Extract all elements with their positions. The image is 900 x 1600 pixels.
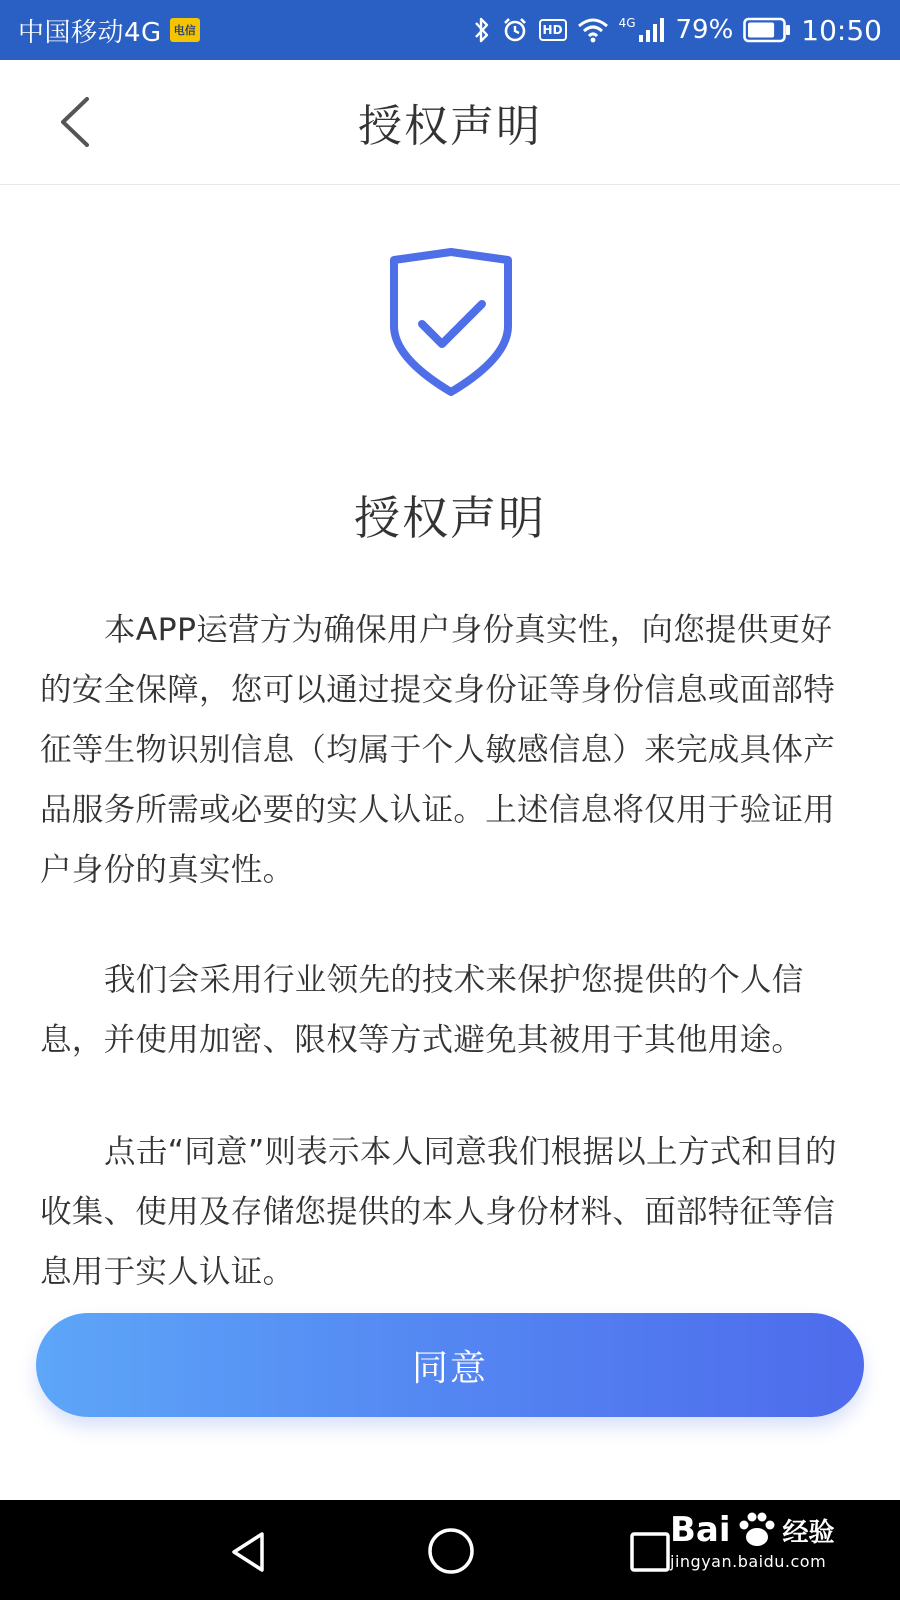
statement-paragraph-2: 我们会采用行业领先的技术来保护您提供的个人信息，并使用加密、限权等方式避免其被用于其他用途。	[40, 962, 804, 1058]
status-left	[18, 12, 200, 49]
statement-paragraph-3: 点击“同意”则表示本人同意我们根据以上方式和目的收集、使用及存储您提供的本人身份材料、面部特征等信息用于实人认证。	[40, 1134, 837, 1290]
circle-home-icon[interactable]	[426, 1526, 476, 1576]
watermark-logo	[670, 1510, 860, 1550]
alarm-icon	[501, 16, 529, 44]
shield-check-icon	[388, 248, 514, 396]
battery-icon	[743, 17, 791, 43]
watermark-brand-suffix: 经验	[782, 1517, 835, 1548]
status-bar	[0, 0, 900, 60]
square-recent-icon[interactable]	[628, 1530, 672, 1574]
page-title: 授权声明	[358, 101, 542, 152]
watermark-brand: Bai	[670, 1510, 731, 1550]
statement-paragraph-1: 本APP运营方为确保用户身份真实性，向您提供更好的安全保障，您可以通过提交身份证等身份信息或面部特征等生物识别信息（均属于个人敏感信息）来完成具体产品服务所需或必要的实人认证。上述信息将仅用于验证用户身份的真实性。	[40, 612, 836, 888]
status-right	[473, 14, 882, 47]
sim-badge-label: 电信	[173, 24, 196, 37]
watermark-url: jingyan.baidu.com	[670, 1552, 827, 1571]
baidu-jingyan-watermark	[670, 1510, 860, 1592]
app-header	[0, 60, 900, 185]
agree-button[interactable]: 同意	[36, 1313, 864, 1417]
sim-badge-icon	[170, 18, 200, 42]
hd-badge: HD	[539, 19, 567, 41]
wifi-icon	[577, 17, 609, 43]
battery-percent: 79%	[675, 15, 734, 45]
statement-title: 授权声明	[354, 491, 546, 545]
clock: 10:50	[801, 13, 882, 47]
triangle-back-icon[interactable]	[224, 1528, 272, 1576]
carrier-label: 中国移动4G	[18, 17, 162, 48]
paw-icon	[735, 1510, 779, 1550]
signal-icon	[638, 17, 666, 43]
bluetooth-icon	[473, 16, 491, 44]
network-type-label: 4G	[618, 16, 636, 30]
